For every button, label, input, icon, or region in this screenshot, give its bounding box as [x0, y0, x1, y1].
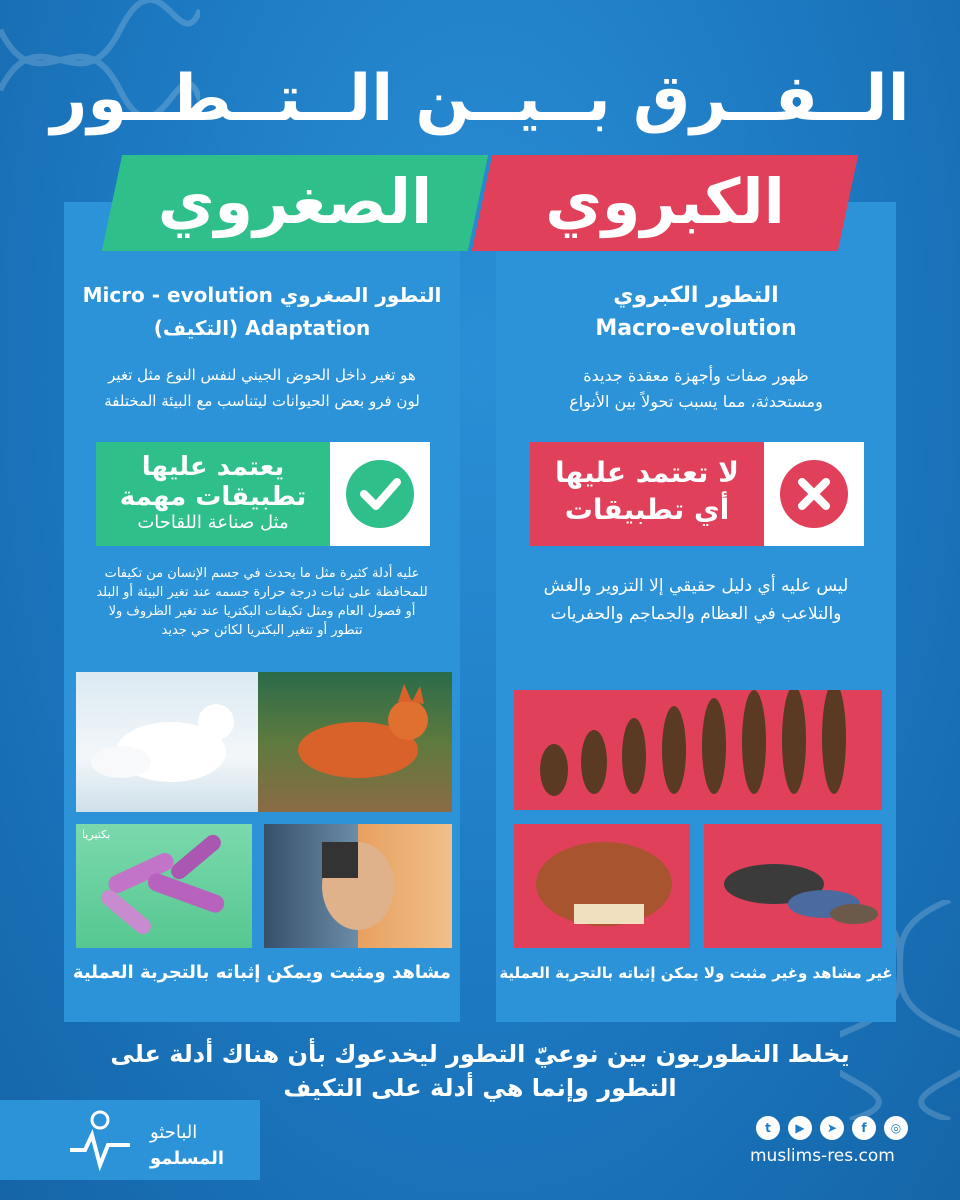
macro-card-line-1: لا تعتمد عليها — [554, 456, 740, 489]
cross-icon — [764, 442, 864, 546]
footer-line-2: التطور وإنما هي أدلة على التكيف — [283, 1074, 677, 1102]
bacteria-label: بكتيريا — [82, 828, 111, 841]
micro-card-line-3: مثل صناعة اللقاحات — [137, 512, 289, 533]
micro-banner-label: الصغروي — [157, 165, 433, 238]
micro-card-line-1: يعتمد عليها — [141, 452, 285, 482]
dinosaur-image — [704, 824, 882, 948]
telegram-icon[interactable]: ➤ — [820, 1116, 844, 1140]
arctic-fox-image — [76, 672, 258, 812]
micro-card-line-2: تطبيقات مهمة — [119, 482, 307, 512]
micro-description-1: هو تغير داخل الحوض الجيني لنفس النوع مثل تغير — [108, 366, 416, 384]
logo-line-1: الباحثو — [150, 1122, 198, 1143]
macro-evidence-1: ليس عليه أي دليل حقيقي إلا التزوير والغش — [543, 576, 849, 596]
micro-subheading: Adaptation (التكيف) — [153, 316, 371, 340]
macro-caption: غير مشاهد وغير مثبت ولا يمكن إثباته بالتجربة العملية — [499, 964, 893, 982]
human-adaptation-image — [264, 824, 452, 948]
page-title: الــفــرق بــيــن الــتــطــور — [50, 62, 910, 136]
red-fox-image — [258, 672, 452, 812]
micro-evidence-3: أو فصول العام ومثل تكيفات البكتريا عند تغير الظروف ولا — [108, 604, 416, 619]
micro-description-2: لون فرو بعض الحيوانات ليتناسب مع البيئة المختلفة — [104, 392, 420, 410]
website-link[interactable]: muslims-res.com — [750, 1146, 895, 1166]
twitter-icon[interactable]: t — [756, 1116, 780, 1140]
bacteria-image — [76, 824, 252, 948]
logo-line-2: المسلمو — [150, 1148, 225, 1169]
macro-card-line-2: أي تطبيقات — [564, 493, 730, 526]
macro-heading: التطور الكبروي — [613, 283, 779, 308]
facebook-icon[interactable]: f — [852, 1116, 876, 1140]
footer-line-1: يخلط التطوريون بين نوعيّ التطور ليخدعوك بأن هناك أدلة على — [110, 1040, 850, 1068]
macro-description-1: ظهور صفات وأجهزة معقدة جديدة — [583, 366, 809, 385]
micro-check-box — [330, 442, 430, 546]
macro-description-2: ومستحدثة، مما يسبب تحولاً بين الأنواع — [569, 392, 823, 411]
micro-evidence-1: عليه أدلة كثيرة مثل ما يحدث في جسم الإنسان من تكيفات — [104, 566, 420, 581]
instagram-icon[interactable]: ◎ — [884, 1116, 908, 1140]
macro-subheading: Macro-evolution — [595, 316, 797, 341]
macro-applications-label — [530, 442, 764, 546]
macro-banner-label: الكبروي — [545, 165, 785, 238]
micro-applications-label — [96, 442, 330, 546]
check-icon — [330, 442, 430, 546]
micro-evidence-4: تتطور أو تتغير البكتريا لكائن حي جديد — [161, 623, 363, 638]
macro-evidence-2: والتلاعب في العظام والجماجم والحفريات — [550, 604, 842, 624]
micro-caption: مشاهد ومثبت ويمكن إثباته بالتجربة العملية — [72, 962, 452, 983]
logo-icon — [60, 1100, 140, 1180]
micro-heading: التطور الصغروي Micro - evolution — [82, 283, 442, 307]
skull-fossil-image — [514, 824, 690, 948]
youtube-icon[interactable]: ▶ — [788, 1116, 812, 1140]
macro-cross-box — [764, 442, 864, 546]
social-icons — [756, 1116, 908, 1140]
micro-evidence-2: للمحافظة على ثبات درجة حرارة جسمه عند تغير البيئة أو البلد — [96, 585, 428, 600]
human-evolution-image — [514, 690, 882, 810]
